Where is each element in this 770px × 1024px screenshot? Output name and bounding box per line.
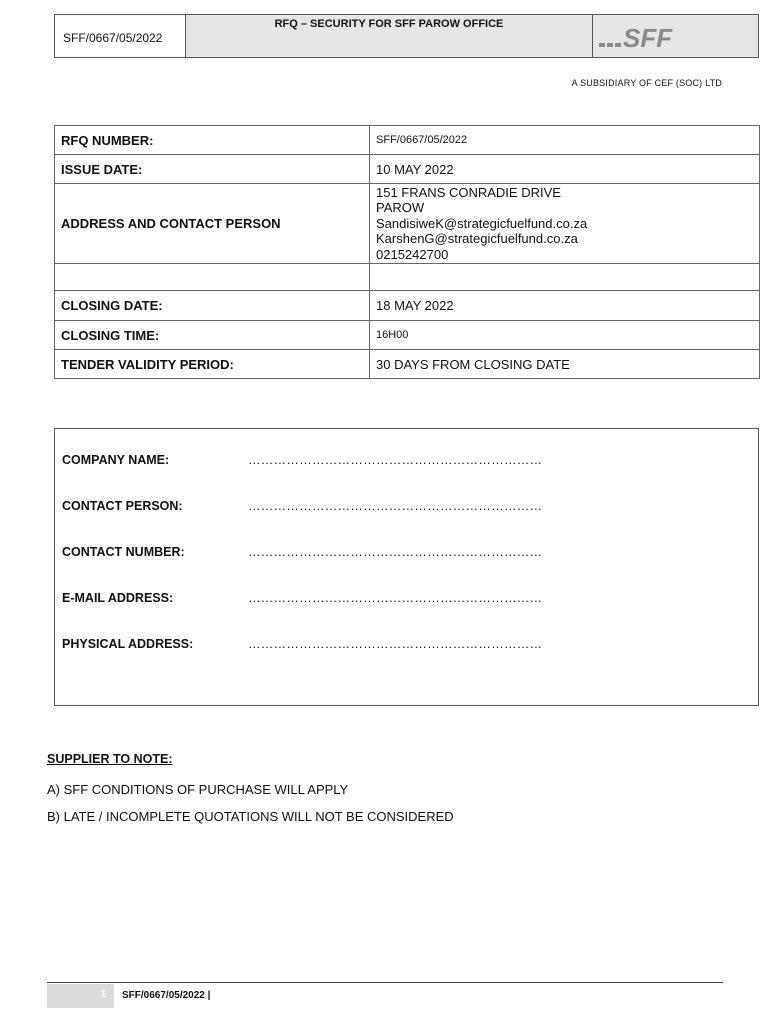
address-value [370,184,760,264]
rfq-number-value: SFF/0667/05/2022 [370,126,760,155]
issue-date-label: ISSUE DATE: [55,155,370,184]
supplier-note-b: B) LATE / INCOMPLETE QUOTATIONS WILL NOT BE CONSIDERED [47,809,454,824]
address-label: ADDRESS AND CONTACT PERSON [55,184,370,264]
subsidiary-note: A SUBSIDIARY OF CEF (SOC) LTD [571,78,722,88]
table-row [55,155,760,184]
email-address-label: E-MAIL ADDRESS: [62,591,174,605]
validity-value: 30 DAYS FROM CLOSING DATE [370,350,760,379]
physical-address-label: PHYSICAL ADDRESS: [62,637,194,651]
physical-address-field[interactable]: …………………………………………………………… [248,637,543,651]
contact-number-field[interactable]: …………………………………………………………… [248,545,543,559]
contact-email-1: SandisiweK@strategicfuelfund.co.za [376,215,588,231]
page-number: 1 [47,984,114,1008]
validity-label: TENDER VALIDITY PERIOD: [55,350,370,379]
company-name-label: COMPANY NAME: [62,453,170,467]
svg-text:SFF: SFF [623,23,673,53]
header-title: RFQ – SECURITY FOR SFF PAROW OFFICE [186,15,593,57]
contact-email-2: KarshenG@strategicfuelfund.co.za [376,231,578,247]
closing-date-label: CLOSING DATE: [55,291,370,321]
supplier-note-heading: SUPPLIER TO NOTE: [47,752,173,766]
table-row-empty [55,264,760,291]
empty-cell [370,264,760,291]
table-row [55,321,760,350]
table-row [55,291,760,321]
contact-person-field[interactable]: …………………………………………………………… [248,499,543,513]
company-name-field[interactable]: …………………………………………………………… [248,453,543,467]
company-details-box [54,428,759,706]
contact-phone: 0215242700 [376,246,449,262]
address-line-street: 151 FRANS CONRADIE DRIVE [376,184,561,200]
rfq-number-label: RFQ NUMBER: [55,126,370,155]
footer-reference: SFF/0667/05/2022 | [122,990,211,1001]
closing-time-label: CLOSING TIME: [55,321,370,350]
rfq-info-table [54,125,760,379]
supplier-note-a: A) SFF CONDITIONS OF PURCHASE WILL APPLY [47,782,349,797]
closing-time-value: 16H00 [370,321,760,350]
table-row [55,126,760,155]
table-row [55,350,760,379]
contact-number-label: CONTACT NUMBER: [62,545,185,559]
header-reference: SFF/0667/05/2022 [55,15,186,57]
contact-person-label: CONTACT PERSON: [62,499,183,513]
closing-date-value: 18 MAY 2022 [370,291,760,321]
footer-divider [47,982,723,983]
document-header [54,14,759,58]
sff-logo [593,15,758,57]
email-address-field[interactable]: …………………………………………………………… [248,591,543,605]
issue-date-value: 10 MAY 2022 [370,155,760,184]
sff-logo-icon [593,15,758,57]
table-row [55,184,760,264]
address-line-suburb: PAROW [376,200,425,216]
empty-cell [55,264,370,291]
